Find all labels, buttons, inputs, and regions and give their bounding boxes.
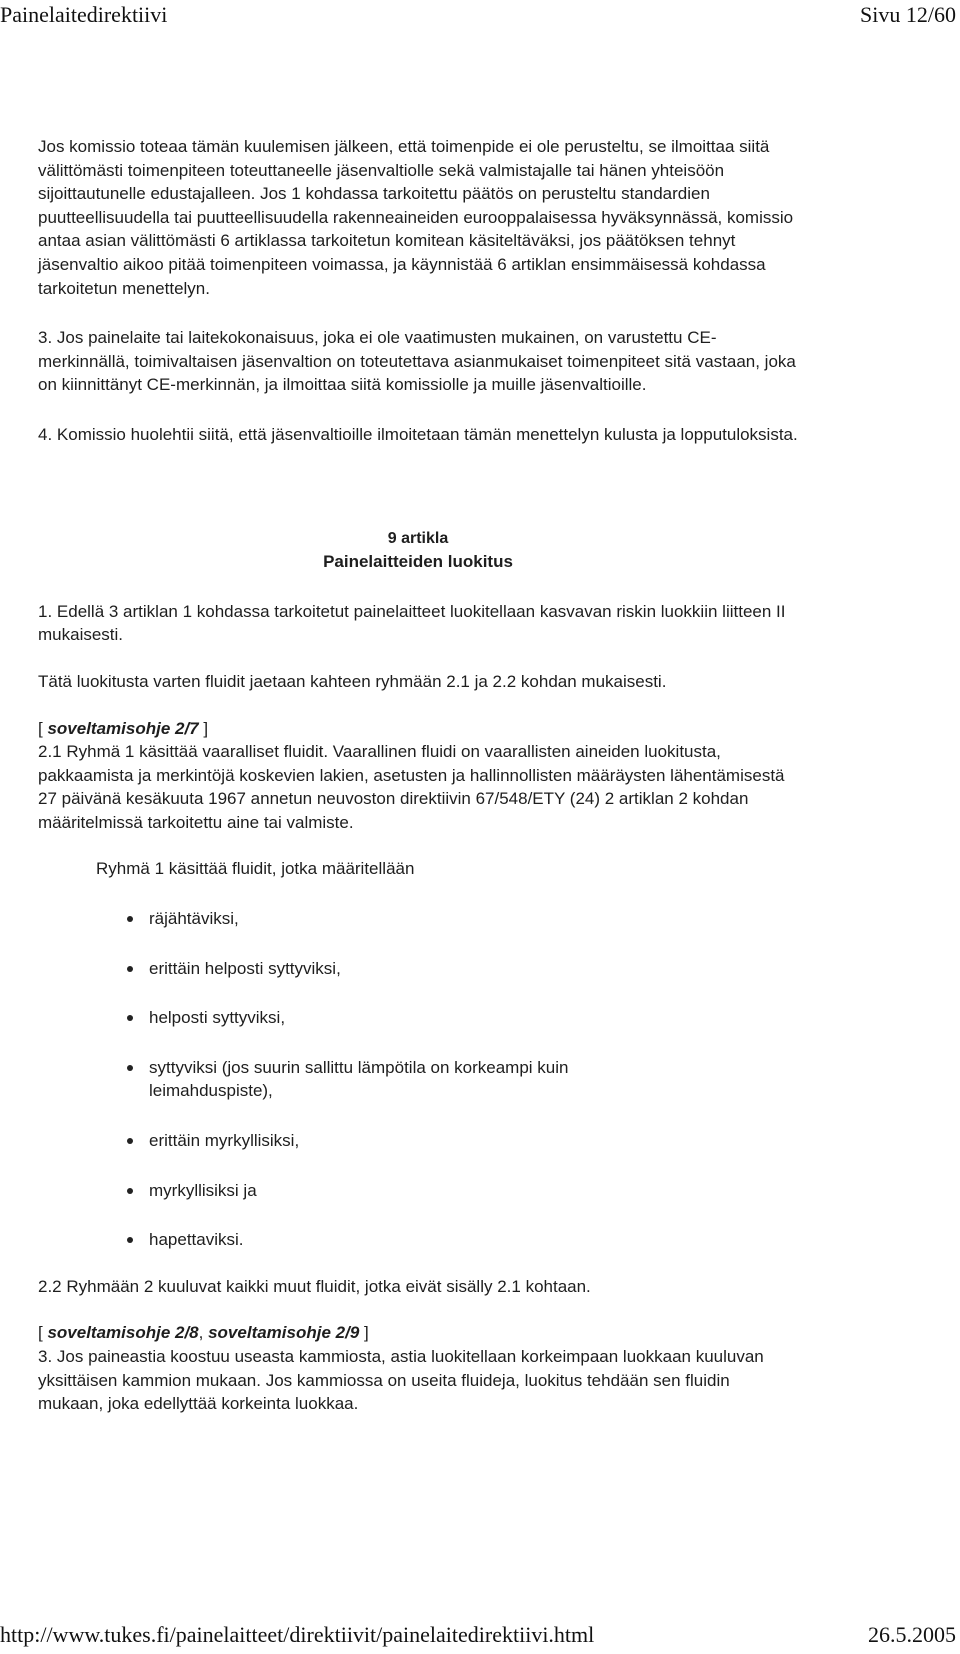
footer-date: 26.5.2005 — [868, 1622, 956, 1647]
bullet-icon — [127, 1015, 133, 1021]
paragraph-9-1b: Tätä luokitusta varten fluidit jaetaan kahteen ryhmään 2.1 ja 2.2 kohdan mukaisesti. — [38, 671, 667, 691]
list-item: helposti syttyviksi, — [127, 1006, 669, 1030]
paragraph-4: 4. Komissio huolehtii siitä, että jäsenvaltioille ilmoitetaan tämän menettelyn kulusta ja lopputuloksista. — [38, 424, 798, 444]
list-item: erittäin myrkyllisiksi, — [127, 1129, 669, 1153]
list-item: hapettaviksi. — [127, 1228, 669, 1252]
list-item: syttyviksi (jos suurin sallittu lämpötila on korkeampi kuin leimahduspiste), — [127, 1056, 669, 1103]
bullet-icon — [127, 1188, 133, 1194]
soveltamisohje-2-9-link[interactable]: soveltamisohje 2/9 — [208, 1323, 360, 1343]
paragraph-3b: 3. Jos paineastia koostuu useasta kammiosta, astia luokitellaan korkeimpaan luokkaan kuuluvan yksittäisen kammion mukaan. Jos kammiossa on useita fluideja, luokitus tehdään sen fluidin mukaan, joka edellyttää korkeinta luokkaa. — [38, 1347, 764, 1414]
bullet-icon — [127, 1237, 133, 1243]
list-item: räjähtäviksi, — [127, 907, 669, 931]
reference-link-group-1: [ soveltamisohje 2/7 ] — [38, 718, 209, 738]
bullet-icon — [127, 1138, 133, 1144]
paragraph-3: 3. Jos painelaite tai laitekokonaisuus, joka ei ole vaatimusten mukainen, on varustettu CE-merkinnällä, toimivaltaisen jäsenvaltion on toteutettava asianmukaiset toimenpiteet sitä vastaan, joka on kiinnittänyt CE-merkinnän, ja ilmoittaa siitä komissiolle ja muille jäsenvaltioille. — [38, 328, 796, 395]
list-item: myrkyllisiksi ja — [127, 1179, 669, 1203]
document-body — [38, 135, 798, 1416]
bullet-icon — [127, 1065, 133, 1071]
group1-list — [38, 907, 798, 1252]
reference-link-group-2: [ soveltamisohje 2/8, soveltamisohje 2/9 ] — [38, 1323, 369, 1343]
paragraph-2-1: 2.1 Ryhmä 1 käsittää vaaralliset fluidit. Vaarallinen fluidi on vaarallisten aineiden luokitusta, pakkaamista ja merkintöjä koskevien lakien, asetusten ja hallinnollisten määräysten lähentämisestä 27 päivänä kesäkuuta 1967 annetun neuvoston direktiivin 67/548/ETY (24) 2 artiklan 2 kohdan määritelmissä tarkoitettu aine tai valmiste. — [38, 742, 785, 832]
article-title: Painelaitteiden luokitus — [323, 552, 513, 572]
list-item: erittäin helposti syttyviksi, — [127, 957, 669, 981]
page-number: Sivu 12/60 — [860, 2, 956, 27]
bullet-icon — [127, 966, 133, 972]
paragraph-intro: Jos komissio toteaa tämän kuulemisen jälkeen, että toimenpide ei ole perusteltu, se ilmoittaa siitä välittömästi toimenpiteen toteuttaneelle jäsenvaltiolle sekä valmistajalle tai hänen yhteisöön sijoittautunelle edustajalleen. Jos 1 kohdassa tarkoitettu päätös on perusteltu standardien puutteellisuudella tai puutteellisuudella rakenneaineiden eurooppalaisessa hyväksynnässä, komissio antaa asian välittömästi 6 artiklassa tarkoitetun komitean käsiteltäväksi, jos päätöksen tehnyt jäsenvaltio aikoo pitää toimenpiteen voimassa, ja käynnistää 6 artiklan ensimmäisessä kohdassa tarkoitetun menettelyn. — [38, 137, 794, 298]
article-number: 9 artikla — [387, 529, 449, 547]
bullet-icon — [127, 916, 133, 922]
document-title: Painelaitedirektiivi — [0, 2, 168, 27]
paragraph-9-1: 1. Edellä 3 artiklan 1 kohdassa tarkoitetut painelaitteet luokitellaan kasvavan riskin luokkiin liitteen II mukaisesti. — [38, 601, 786, 645]
group1-intro: Ryhmä 1 käsittää fluidit, jotka määritellään — [96, 859, 415, 879]
soveltamisohje-2-8-link[interactable]: soveltamisohje 2/8 — [47, 1323, 199, 1343]
footer-url: http://www.tukes.fi/painelaitteet/direktiivit/painelaitedirektiivi.html — [0, 1622, 595, 1647]
paragraph-2-2: 2.2 Ryhmään 2 kuuluvat kaikki muut fluidit, jotka eivät sisälly 2.1 kohtaan. — [38, 1276, 591, 1296]
soveltamisohje-2-7-link[interactable]: soveltamisohje 2/7 — [47, 718, 199, 738]
